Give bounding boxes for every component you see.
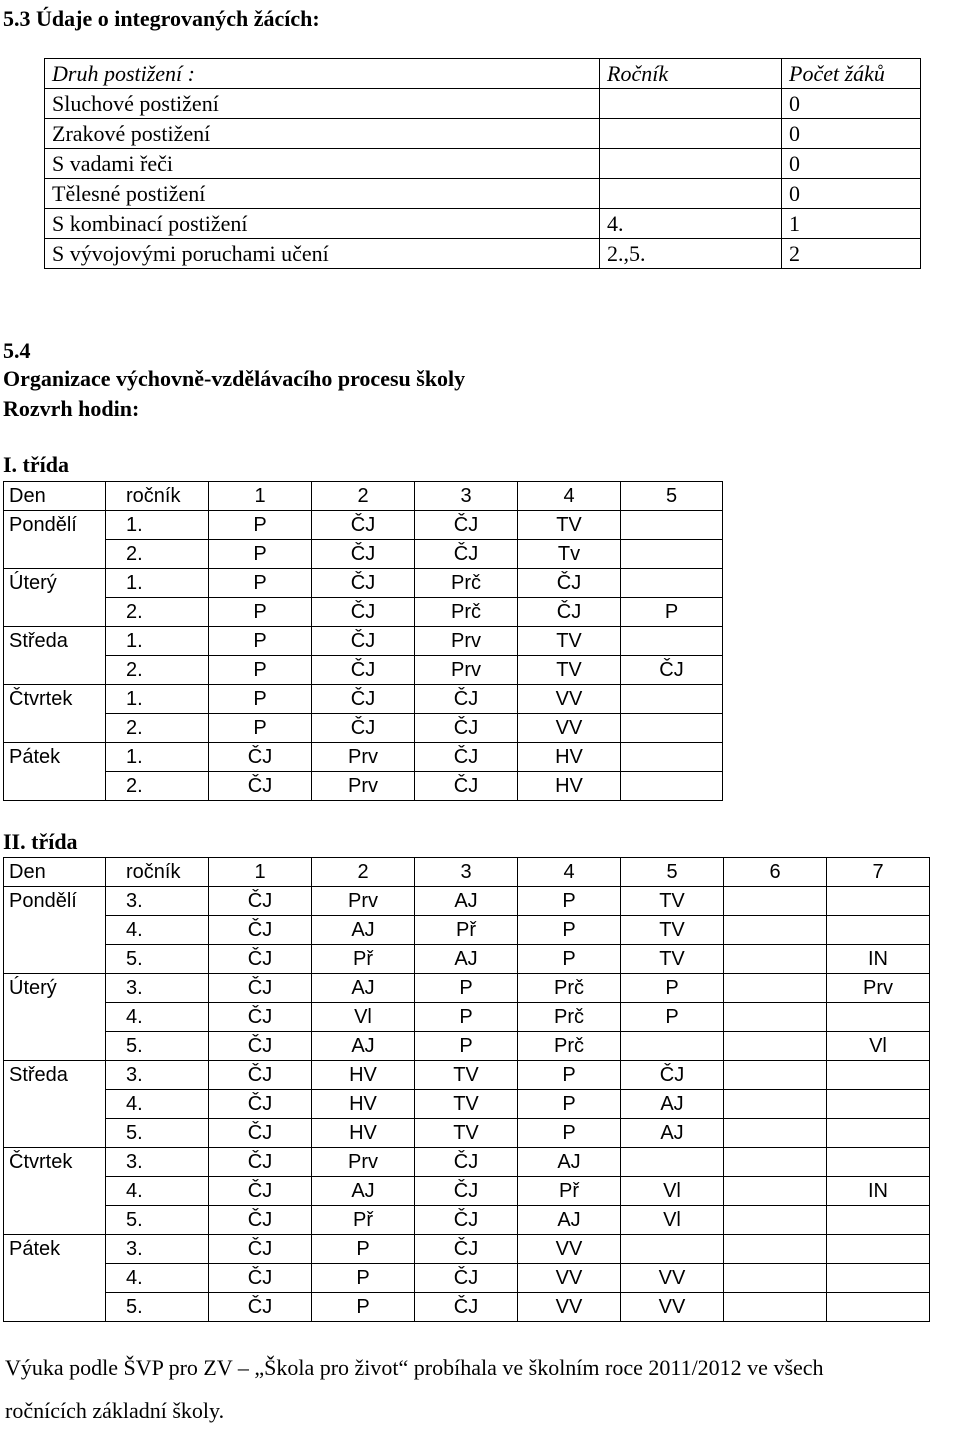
schedule-header-cell: ročník — [106, 482, 209, 511]
grade-cell: 1. — [106, 685, 209, 714]
integrated-pupils-table — [44, 58, 921, 269]
lesson-cell: P — [621, 974, 724, 1003]
lesson-cell — [621, 569, 723, 598]
lesson-cell: Vl — [827, 1032, 930, 1061]
day-cell: Středa — [4, 1061, 106, 1090]
lesson-cell: ČJ — [209, 916, 312, 945]
lesson-cell: AJ — [312, 1177, 415, 1206]
schedule-header-cell: Den — [4, 482, 106, 511]
table-cell: 0 — [782, 149, 921, 179]
lesson-cell: Prč — [415, 569, 518, 598]
lesson-cell — [827, 1061, 930, 1090]
lesson-cell: P — [415, 974, 518, 1003]
lesson-cell: ČJ — [312, 511, 415, 540]
day-cell — [4, 656, 106, 685]
grade-cell: 4. — [106, 1177, 209, 1206]
lesson-cell: ČJ — [209, 772, 312, 801]
grade-cell: 1. — [106, 511, 209, 540]
table-cell: Zrakové postižení — [45, 119, 600, 149]
schedule-subtitle: Rozvrh hodin: — [3, 396, 140, 421]
lesson-cell: IN — [827, 1177, 930, 1206]
day-cell: Úterý — [4, 974, 106, 1003]
lesson-cell — [827, 1119, 930, 1148]
lesson-cell: ČJ — [209, 1264, 312, 1293]
table-row — [45, 179, 921, 209]
lesson-cell: ČJ — [209, 1293, 312, 1322]
day-cell — [4, 540, 106, 569]
schedule-row — [4, 540, 723, 569]
lesson-cell: Vl — [312, 1003, 415, 1032]
lesson-cell: P — [621, 1003, 724, 1032]
schedule-row — [4, 974, 930, 1003]
lesson-cell: AJ — [415, 945, 518, 974]
lesson-cell: TV — [415, 1090, 518, 1119]
lesson-cell: AJ — [621, 1119, 724, 1148]
day-cell: Pátek — [4, 1235, 106, 1264]
table-cell: 2.,5. — [600, 239, 782, 269]
schedule-row — [4, 1206, 930, 1235]
lesson-cell — [724, 1264, 827, 1293]
day-cell — [4, 1206, 106, 1235]
lesson-cell: ČJ — [312, 598, 415, 627]
lesson-cell — [827, 887, 930, 916]
lesson-cell: ČJ — [415, 1148, 518, 1177]
lesson-cell: AJ — [518, 1206, 621, 1235]
day-cell: Čtvrtek — [4, 685, 106, 714]
schedule-header-cell: 5 — [621, 482, 723, 511]
schedule-header-cell: 2 — [312, 482, 415, 511]
schedule-row — [4, 1003, 930, 1032]
lesson-cell: P — [209, 714, 312, 743]
lesson-cell — [724, 1293, 827, 1322]
lesson-cell: P — [518, 1061, 621, 1090]
lesson-cell — [724, 1032, 827, 1061]
schedule-row — [4, 1148, 930, 1177]
lesson-cell: P — [518, 945, 621, 974]
lesson-cell: ČJ — [621, 656, 723, 685]
lesson-cell — [621, 685, 723, 714]
schedule-row — [4, 598, 723, 627]
lesson-cell: IN — [827, 945, 930, 974]
grade-cell: 3. — [106, 1148, 209, 1177]
schedule-row — [4, 1264, 930, 1293]
lesson-cell: ČJ — [415, 540, 518, 569]
grade-cell: 1. — [106, 743, 209, 772]
grade-cell: 2. — [106, 540, 209, 569]
lesson-cell: P — [312, 1264, 415, 1293]
grade-cell: 4. — [106, 1003, 209, 1032]
table-cell — [600, 89, 782, 119]
lesson-cell — [724, 887, 827, 916]
table-cell — [600, 119, 782, 149]
lesson-cell: HV — [312, 1119, 415, 1148]
schedule-row — [4, 772, 723, 801]
footer-line-2: ročnících základní školy. — [5, 1398, 225, 1423]
lesson-cell — [724, 1177, 827, 1206]
grade-cell: 4. — [106, 1090, 209, 1119]
lesson-cell: HV — [312, 1090, 415, 1119]
lesson-cell: P — [209, 656, 312, 685]
lesson-cell: TV — [518, 656, 621, 685]
day-cell — [4, 1177, 106, 1206]
grade-cell: 5. — [106, 1206, 209, 1235]
lesson-cell: VV — [518, 1293, 621, 1322]
lesson-cell — [724, 1003, 827, 1032]
lesson-cell — [827, 916, 930, 945]
grade-cell: 5. — [106, 1032, 209, 1061]
grade-cell: 4. — [106, 916, 209, 945]
lesson-cell: Prv — [312, 772, 415, 801]
lesson-cell: Vl — [621, 1206, 724, 1235]
lesson-cell: ČJ — [209, 1090, 312, 1119]
lesson-cell: AJ — [312, 974, 415, 1003]
schedule-row — [4, 685, 723, 714]
lesson-cell: P — [209, 540, 312, 569]
lesson-cell: ČJ — [415, 1293, 518, 1322]
day-cell — [4, 1119, 106, 1148]
table-row — [45, 119, 921, 149]
lesson-cell — [724, 1148, 827, 1177]
section-53-title: 5.3 Údaje o integrovaných žácích: — [3, 6, 320, 31]
schedule-row — [4, 714, 723, 743]
lesson-cell: P — [209, 511, 312, 540]
lesson-cell: P — [209, 569, 312, 598]
table-cell — [600, 149, 782, 179]
lesson-cell — [621, 1148, 724, 1177]
lesson-cell: HV — [312, 1061, 415, 1090]
day-cell — [4, 916, 106, 945]
lesson-cell — [827, 1090, 930, 1119]
lesson-cell — [621, 511, 723, 540]
grade-cell: 4. — [106, 1264, 209, 1293]
schedule-header-cell: 4 — [518, 482, 621, 511]
class2-schedule-table — [3, 857, 930, 1322]
lesson-cell: P — [415, 1003, 518, 1032]
schedule-row — [4, 1293, 930, 1322]
lesson-cell — [827, 1293, 930, 1322]
lesson-cell: ČJ — [415, 1177, 518, 1206]
footer-line-1: Výuka podle ŠVP pro ZV – „Škola pro život“ probíhala ve školním roce 2011/2012 ve všech — [5, 1355, 824, 1380]
lesson-cell: TV — [518, 627, 621, 656]
lesson-cell: VV — [621, 1293, 724, 1322]
lesson-cell: TV — [415, 1119, 518, 1148]
lesson-cell: ČJ — [415, 743, 518, 772]
schedule-header-cell: 3 — [415, 482, 518, 511]
day-cell — [4, 1264, 106, 1293]
lesson-cell: AJ — [518, 1148, 621, 1177]
grade-cell: 3. — [106, 974, 209, 1003]
lesson-cell: ČJ — [209, 974, 312, 1003]
grade-cell: 5. — [106, 1119, 209, 1148]
table-cell: 2 — [782, 239, 921, 269]
table-cell: S vadami řeči — [45, 149, 600, 179]
lesson-cell: P — [209, 685, 312, 714]
lesson-cell: VV — [518, 685, 621, 714]
grade-cell: 3. — [106, 1061, 209, 1090]
table-row — [45, 209, 921, 239]
day-cell: Pondělí — [4, 511, 106, 540]
lesson-cell — [827, 1264, 930, 1293]
lesson-cell — [724, 1061, 827, 1090]
day-cell: Středa — [4, 627, 106, 656]
class1-title: I. třída — [3, 452, 69, 477]
lesson-cell: Prv — [415, 656, 518, 685]
lesson-cell: P — [518, 887, 621, 916]
schedule-row — [4, 1177, 930, 1206]
header-cell: Ročník — [600, 59, 782, 89]
day-cell — [4, 1032, 106, 1061]
lesson-cell: AJ — [621, 1090, 724, 1119]
header-cell: Počet žáků — [782, 59, 921, 89]
lesson-cell: Př — [312, 945, 415, 974]
lesson-cell: ČJ — [415, 1206, 518, 1235]
lesson-cell: P — [209, 598, 312, 627]
grade-cell: 2. — [106, 714, 209, 743]
lesson-cell: Vl — [621, 1177, 724, 1206]
lesson-cell: Prv — [415, 627, 518, 656]
lesson-cell: Prv — [312, 887, 415, 916]
schedule-header-cell: 2 — [312, 858, 415, 887]
day-cell: Čtvrtek — [4, 1148, 106, 1177]
lesson-cell: TV — [621, 887, 724, 916]
table-cell: Sluchové postižení — [45, 89, 600, 119]
table-cell: Tělesné postižení — [45, 179, 600, 209]
lesson-cell: TV — [518, 511, 621, 540]
lesson-cell: ČJ — [518, 598, 621, 627]
schedule-row — [4, 656, 723, 685]
lesson-cell: ČJ — [209, 887, 312, 916]
lesson-cell: ČJ — [312, 627, 415, 656]
lesson-cell: Prv — [312, 743, 415, 772]
lesson-cell: ČJ — [209, 945, 312, 974]
grade-cell: 2. — [106, 772, 209, 801]
lesson-cell — [621, 772, 723, 801]
schedule-row — [4, 1061, 930, 1090]
lesson-cell — [827, 1206, 930, 1235]
schedule-row — [4, 887, 930, 916]
section-54-number: 5.4 — [3, 338, 31, 363]
table-cell: S kombinací postižení — [45, 209, 600, 239]
header-cell: Druh postižení : — [45, 59, 600, 89]
lesson-cell: P — [518, 1090, 621, 1119]
schedule-row — [4, 511, 723, 540]
lesson-cell — [724, 974, 827, 1003]
schedule-header-cell: 4 — [518, 858, 621, 887]
schedule-header-cell: 5 — [621, 858, 724, 887]
lesson-cell: ČJ — [415, 511, 518, 540]
lesson-cell: AJ — [312, 916, 415, 945]
lesson-cell: TV — [621, 945, 724, 974]
lesson-cell: ČJ — [415, 1264, 518, 1293]
lesson-cell: ČJ — [209, 1206, 312, 1235]
lesson-cell: P — [518, 1119, 621, 1148]
grade-cell: 1. — [106, 627, 209, 656]
section-54-title: Organizace výchovně-vzdělávacího procesu školy — [3, 366, 466, 391]
lesson-cell — [724, 1119, 827, 1148]
day-cell — [4, 1090, 106, 1119]
lesson-cell: Prč — [415, 598, 518, 627]
day-cell: Úterý — [4, 569, 106, 598]
lesson-cell: ČJ — [621, 1061, 724, 1090]
lesson-cell — [621, 1032, 724, 1061]
lesson-cell: ČJ — [312, 656, 415, 685]
lesson-cell: ČJ — [312, 685, 415, 714]
lesson-cell: ČJ — [415, 714, 518, 743]
schedule-row — [4, 945, 930, 974]
lesson-cell — [621, 540, 723, 569]
lesson-cell: TV — [415, 1061, 518, 1090]
day-cell — [4, 1293, 106, 1322]
lesson-cell: ČJ — [209, 1177, 312, 1206]
lesson-cell — [724, 945, 827, 974]
day-cell — [4, 945, 106, 974]
table-cell: 1 — [782, 209, 921, 239]
schedule-header-row — [4, 482, 723, 511]
grade-cell: 5. — [106, 1293, 209, 1322]
lesson-cell — [621, 627, 723, 656]
lesson-cell: TV — [621, 916, 724, 945]
lesson-cell: Prč — [518, 974, 621, 1003]
schedule-header-cell: 1 — [209, 482, 312, 511]
lesson-cell: ČJ — [209, 1235, 312, 1264]
lesson-cell: Prč — [518, 1003, 621, 1032]
table-header-row — [45, 59, 921, 89]
lesson-cell: ČJ — [415, 685, 518, 714]
schedule-header-cell: Den — [4, 858, 106, 887]
grade-cell: 3. — [106, 1235, 209, 1264]
lesson-cell: ČJ — [209, 1003, 312, 1032]
lesson-cell — [827, 1235, 930, 1264]
lesson-cell: ČJ — [209, 1061, 312, 1090]
lesson-cell — [621, 714, 723, 743]
lesson-cell — [724, 1206, 827, 1235]
lesson-cell: P — [312, 1235, 415, 1264]
lesson-cell: ČJ — [209, 1032, 312, 1061]
schedule-header-cell: 7 — [827, 858, 930, 887]
lesson-cell: VV — [518, 1235, 621, 1264]
schedule-row — [4, 1119, 930, 1148]
class2-title: II. třída — [3, 829, 78, 854]
lesson-cell: HV — [518, 743, 621, 772]
day-cell — [4, 772, 106, 801]
day-cell: Pátek — [4, 743, 106, 772]
lesson-cell: P — [621, 598, 723, 627]
table-cell — [600, 179, 782, 209]
schedule-header-row — [4, 858, 930, 887]
lesson-cell: ČJ — [415, 1235, 518, 1264]
table-row — [45, 89, 921, 119]
schedule-header-cell: 1 — [209, 858, 312, 887]
lesson-cell — [724, 916, 827, 945]
lesson-cell: ČJ — [209, 1119, 312, 1148]
lesson-cell: ČJ — [312, 540, 415, 569]
schedule-header-cell: 6 — [724, 858, 827, 887]
lesson-cell: ČJ — [415, 772, 518, 801]
lesson-cell — [621, 1235, 724, 1264]
grade-cell: 2. — [106, 598, 209, 627]
class1-schedule-table — [3, 481, 723, 801]
schedule-row — [4, 743, 723, 772]
lesson-cell: VV — [518, 1264, 621, 1293]
schedule-row — [4, 569, 723, 598]
lesson-cell: AJ — [415, 887, 518, 916]
lesson-cell: AJ — [312, 1032, 415, 1061]
lesson-cell: ČJ — [209, 743, 312, 772]
lesson-cell: ČJ — [209, 1148, 312, 1177]
table-row — [45, 239, 921, 269]
schedule-row — [4, 1032, 930, 1061]
day-cell — [4, 1003, 106, 1032]
schedule-header-cell: 3 — [415, 858, 518, 887]
lesson-cell — [827, 1148, 930, 1177]
lesson-cell: P — [312, 1293, 415, 1322]
lesson-cell: VV — [621, 1264, 724, 1293]
schedule-row — [4, 1090, 930, 1119]
lesson-cell: Př — [518, 1177, 621, 1206]
lesson-cell: P — [415, 1032, 518, 1061]
schedule-row — [4, 627, 723, 656]
day-cell — [4, 598, 106, 627]
table-row — [45, 149, 921, 179]
table-cell: 0 — [782, 179, 921, 209]
grade-cell: 1. — [106, 569, 209, 598]
grade-cell: 5. — [106, 945, 209, 974]
lesson-cell: P — [518, 916, 621, 945]
lesson-cell: Prv — [827, 974, 930, 1003]
lesson-cell: Prč — [518, 1032, 621, 1061]
lesson-cell — [724, 1235, 827, 1264]
schedule-row — [4, 916, 930, 945]
lesson-cell: P — [209, 627, 312, 656]
day-cell: Pondělí — [4, 887, 106, 916]
table-cell: 4. — [600, 209, 782, 239]
grade-cell: 3. — [106, 887, 209, 916]
lesson-cell: ČJ — [518, 569, 621, 598]
lesson-cell — [724, 1090, 827, 1119]
table-cell: 0 — [782, 119, 921, 149]
lesson-cell: HV — [518, 772, 621, 801]
lesson-cell: ČJ — [312, 569, 415, 598]
schedule-row — [4, 1235, 930, 1264]
lesson-cell — [827, 1003, 930, 1032]
day-cell — [4, 714, 106, 743]
lesson-cell: ČJ — [312, 714, 415, 743]
lesson-cell — [621, 743, 723, 772]
lesson-cell: VV — [518, 714, 621, 743]
grade-cell: 2. — [106, 656, 209, 685]
table-cell: S vývojovými poruchami učení — [45, 239, 600, 269]
schedule-header-cell: ročník — [106, 858, 209, 887]
lesson-cell: Př — [312, 1206, 415, 1235]
lesson-cell: Prv — [312, 1148, 415, 1177]
table-cell: 0 — [782, 89, 921, 119]
lesson-cell: Tv — [518, 540, 621, 569]
lesson-cell: Př — [415, 916, 518, 945]
